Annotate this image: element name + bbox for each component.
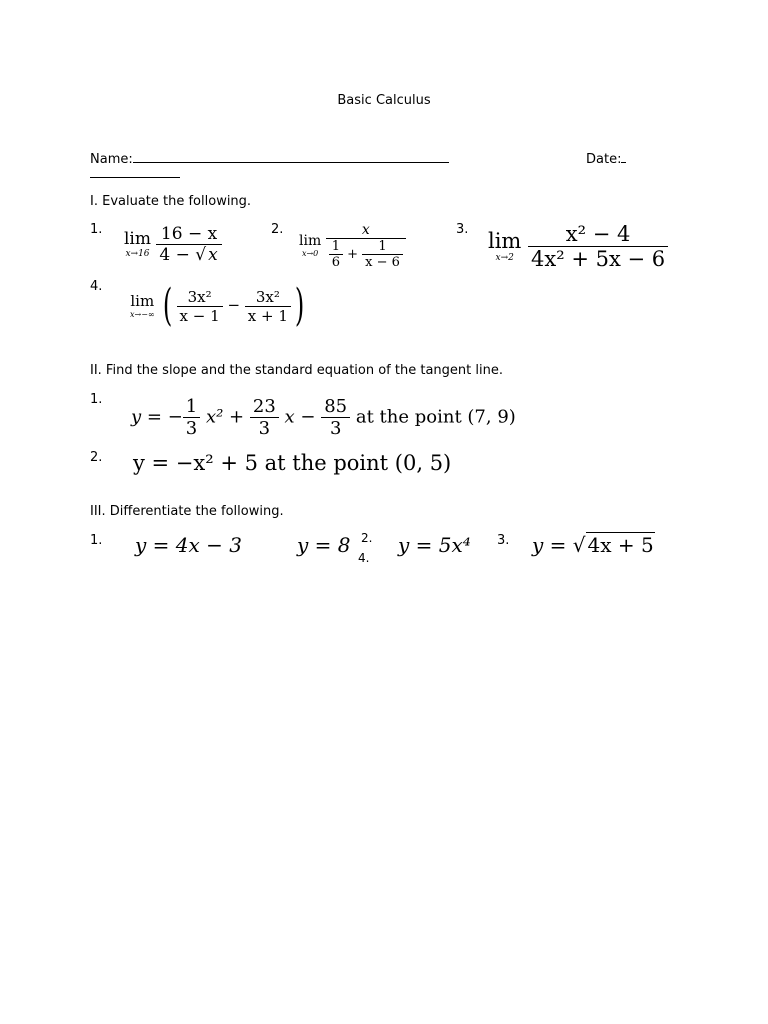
radicand: x xyxy=(208,245,218,265)
lim-word: lim xyxy=(299,233,322,249)
section1-heading: I. Evaluate the following. xyxy=(90,194,252,209)
frac-a-den: x − 1 xyxy=(179,306,220,325)
frac3-den: 3 xyxy=(329,418,342,439)
sub-frac-b-num: 1 xyxy=(362,239,403,255)
lim-subscript: x→−∞ xyxy=(130,309,155,319)
s1-item3-number: 3. xyxy=(456,222,469,237)
s3-eq2: y = 8 xyxy=(297,533,351,557)
lim-subscript: x→2 xyxy=(495,252,514,263)
sub-frac-b-den: x − 6 xyxy=(365,255,400,270)
s2-item2-expression: y = −x² + 5 at the point (0, 5) xyxy=(133,451,452,475)
section2-heading: II. Find the slope and the standard equation of the tangent line. xyxy=(90,363,503,378)
s1-item2-expression xyxy=(299,222,406,270)
lim-word: lim xyxy=(488,228,522,253)
denominator: 4x² + 5x − 6 xyxy=(531,247,666,271)
s2-item2-number: 2. xyxy=(90,450,103,465)
operator: − xyxy=(227,296,241,314)
right-paren: ) xyxy=(294,280,305,331)
section3-heading: III. Differentiate the following. xyxy=(90,504,284,519)
lim-word: lim xyxy=(130,291,155,310)
frac2-num: 23 xyxy=(250,396,279,418)
term2: x − xyxy=(284,406,316,428)
s3-item4-number: 4. xyxy=(358,551,370,565)
frac-b-num: 3x² xyxy=(245,288,291,307)
eq4-radicand: 4x + 5 xyxy=(587,533,654,557)
name-label: Name: xyxy=(90,152,133,167)
lim-word: lim xyxy=(124,228,151,249)
lim-subscript: x→16 xyxy=(125,248,150,259)
frac-a-num: 3x² xyxy=(177,288,223,307)
sub-frac-a-den: 6 xyxy=(331,255,340,270)
s2-item1-expression xyxy=(131,396,516,439)
operator: + xyxy=(347,247,359,262)
name-field[interactable] xyxy=(90,150,449,167)
numerator: x² − 4 xyxy=(528,222,668,247)
eq4-lhs: y = xyxy=(532,533,573,557)
s1-item3-expression xyxy=(488,222,668,271)
s3-item3-number: 3. xyxy=(497,533,510,548)
frac1-num: 1 xyxy=(183,396,200,418)
s3-eq3: y = 5x⁴ xyxy=(398,533,471,557)
s1-item4-expression xyxy=(130,280,308,331)
frac1-den: 3 xyxy=(185,418,198,439)
page-title: Basic Calculus xyxy=(337,93,431,108)
lhs: y = − xyxy=(131,406,183,428)
date-blank-line-start[interactable] xyxy=(621,150,626,163)
term1: x² + xyxy=(205,406,245,428)
s1-item1-number: 1. xyxy=(90,222,103,237)
sub-frac-a-num: 1 xyxy=(329,239,343,255)
frac2-den: 3 xyxy=(258,418,271,439)
point-text: at the point (7, 9) xyxy=(355,406,516,428)
s1-item4-number: 4. xyxy=(90,279,103,294)
numerator: 16 − x xyxy=(156,224,221,245)
s3-eq4: y = √ 4x + 5 xyxy=(532,533,654,557)
s3-eq1: y = 4x − 3 xyxy=(135,533,242,557)
s2-item1-number: 1. xyxy=(90,392,103,407)
date-label: Date: xyxy=(586,152,622,167)
numerator: x xyxy=(326,222,406,239)
date-field[interactable] xyxy=(586,150,626,167)
denominator-left: 4 − xyxy=(159,245,196,265)
s3-item2-number: 2. xyxy=(361,531,373,545)
s1-item2-number: 2. xyxy=(271,222,284,237)
date-blank-line-end[interactable] xyxy=(90,177,180,178)
lim-subscript: x→0 xyxy=(301,249,319,258)
name-blank-line[interactable] xyxy=(133,150,449,163)
s3-item1-number: 1. xyxy=(90,533,103,548)
frac-b-den: x + 1 xyxy=(247,306,288,325)
left-paren: ( xyxy=(163,280,173,331)
s1-item1-expression: lim x→16 $\frac{16 - x}{4 - √ x}$ xyxy=(124,224,222,265)
frac3-num: 85 xyxy=(321,396,350,418)
